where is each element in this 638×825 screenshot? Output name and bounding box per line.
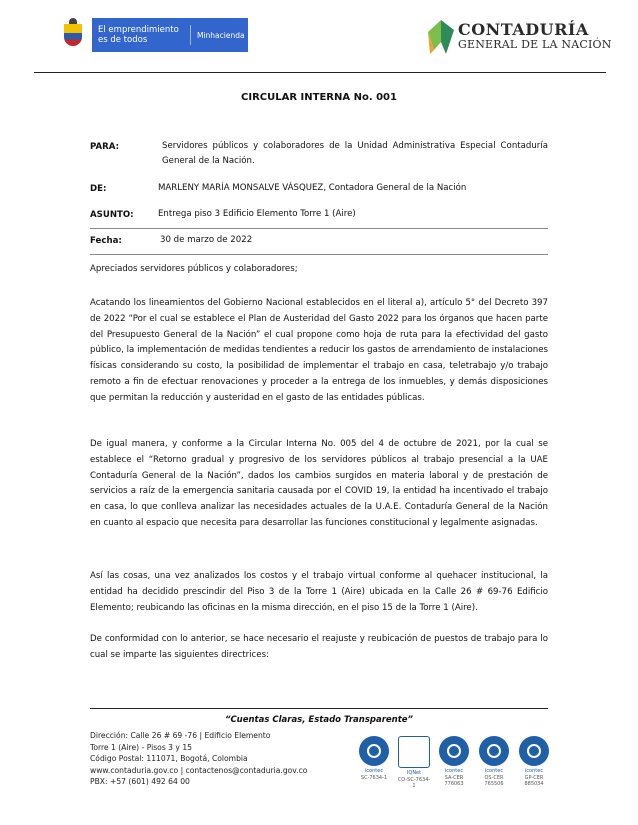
icontec-icon [519,736,549,766]
government-banner [92,18,248,52]
header-divider [34,72,606,73]
paragraph-2: De igual manera, y conforme a la Circular Interna No. 005 del 4 de octubre de 2021, por la cual se establece el “Retorno gradual y progresivo de los servidores públicos al trabajo presencial a la UAE Contaduría General de la Nación”, dados los cambios surgidos en materia laboral y de prestación de servicios a raíz de la emergencia sanitaria causada por el COVID 19, la entidad ha incentivado el trabajo en casa, lo que conlleva analizar las necesidades actuales de la U.A.E. Contaduría General de la Nación en cuanto al espacio que necesita para desarrollar las funciones constitucional y legalmente asignadas. [90,439,548,528]
icontec-icon [359,736,389,766]
footer-motto: “Cuentas Claras, Estado Transparente” [224,715,414,725]
paragraph-4: De conformidad con lo anterior, se hace necesario el reajuste y reubicación de puestos de trabajo para lo cual se imparte las siguientes directrices: [90,634,548,660]
address-line: Código Postal: 111071, Bogotá, Colombia [90,754,248,763]
footer-divider [90,708,548,709]
asunto-label: ASUNTO: [90,210,134,220]
fecha-value: 30 de marzo de 2022 [160,235,253,245]
certification-badge: icontec SA-CER 776063 [437,736,471,796]
certification-badge: icontec GP-CER 885034 [517,736,551,796]
certification-badges [357,736,557,796]
certification-badge: icontec OS-CER 765506 [477,736,511,796]
certification-badge: IQNet CO-SC-7634-1 [397,736,431,796]
icontec-icon [439,736,469,766]
footer-address [90,730,360,788]
para-label: PARA: [90,142,120,152]
organization-name-line2: GENERAL DE LA NACIÓN [458,38,612,51]
fecha-label: Fecha: [90,236,122,246]
coat-of-arms-icon [58,18,88,52]
asunto-divider [90,228,548,229]
paragraph-1: Acatando los lineamientos del Gobierno Nacional establecidos en el literal a), artículo 5° del Decreto 397 de 2022 “Por el cual se establece el Plan de Austeridad del Gasto 2022 para los órganos que hacen parte del Presupuesto General de la Nación” el cual propone como hoja de ruta para la efectividad del gasto público, la implementación de medidas tendientes a reducir los gastos de arrendamiento de instalaciones físicas considerando su costo, la posibilidad de implementar el trabajo en casa, teletrabajo y/o trabajo remoto a fin de efectuar renovaciones y proceder a la entrega de los inmuebles, y demás disposiciones que permitan la reducción y austeridad en el gasto de las entidades públicas. [90,298,548,403]
iqnet-icon [398,736,430,768]
asunto-value: Entrega piso 3 Edificio Elemento Torre 1 (Aire) [158,209,356,219]
paragraph-3: Así las cosas, una vez analizados los costos y el trabajo virtual conforme al quehacer institucional, la entidad ha decidido prescindir del Piso 3 de la Torre 1 (Aire) ubicada en la Calle 26 # 69-76 Edificio Elemento; reubicando las oficinas en la misma dirección, en el piso 15 de la Torre 1 (Aire). [90,571,548,613]
organization-logo [428,20,618,56]
document-title: CIRCULAR INTERNA No. 001 [241,92,397,103]
de-value: MARLENY MARÍA MONSALVE VÁSQUEZ, Contadora General de la Nación [158,183,467,193]
para-value: Servidores públicos y colaboradores de la Unidad Administrativa Especial Contaduría General de la Nación. [162,141,548,166]
contact-line[interactable]: www.contaduria.gov.co | contactenos@contaduria.gov.co [90,765,308,775]
address-line: Torre 1 (Aire) - Pisos 3 y 15 [90,742,193,752]
organization-name-line1: CONTADURÍA [458,20,589,39]
fecha-divider [90,254,548,255]
phone-line: PBX: +57 (601) 492 64 00 [90,777,190,786]
government-logo [58,18,248,52]
address-line: Dirección: Calle 26 # 69 -76 | Edificio Elemento [90,731,271,740]
certification-badge: icontec SC-7634-1 [357,736,391,796]
icontec-icon [479,736,509,766]
de-label: DE: [90,184,107,194]
contaduria-leaf-icon [428,20,454,54]
salutation: Apreciados servidores públicos y colaboradores; [90,264,298,274]
ministry-name: Minhacienda [197,30,245,40]
government-slogan: El emprendimiento es de todos [92,25,191,45]
